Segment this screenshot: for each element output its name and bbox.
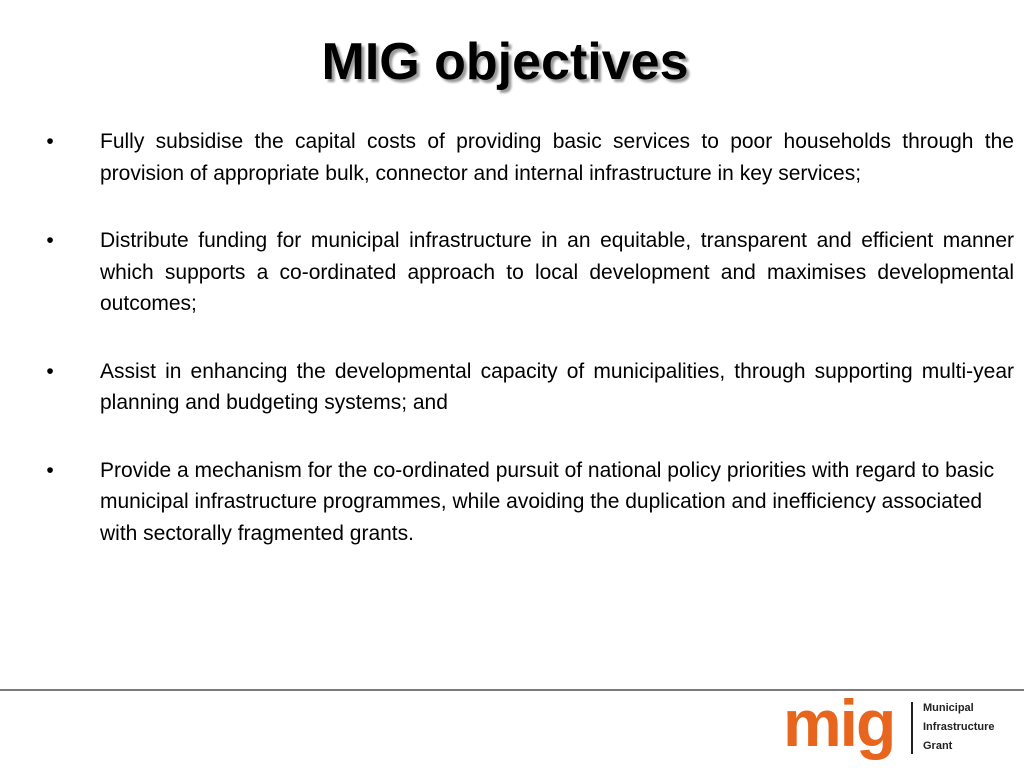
objectives-list — [40, 126, 1014, 585]
mig-logo — [783, 694, 1013, 764]
bullet-icon: • — [46, 229, 54, 252]
bullet-icon: • — [46, 458, 54, 482]
list-item — [40, 126, 1014, 189]
bullet-text: Distribute funding for municipal infrastructure in an equitable, transparent and efficient manner which supports a co-ordinated approach to local development and maximises developmental outcomes; — [100, 229, 1014, 315]
logo-line-municipal: Municipal — [923, 702, 974, 714]
footer-divider — [0, 689, 1024, 691]
logo-divider — [911, 702, 913, 754]
bullet-text: Assist in enhancing the developmental capacity of municipalities, through supporting multi-year planning and budgeting systems; and — [100, 359, 1014, 414]
list-item — [40, 225, 1014, 320]
logo-line-grant: Grant — [923, 740, 953, 752]
list-item — [40, 455, 1014, 550]
slide-title: MIG objectives — [321, 33, 689, 91]
list-item — [40, 356, 1014, 419]
logo-line-infrastructure: Infrastructure — [923, 721, 995, 733]
mig-wordmark-icon — [783, 694, 905, 764]
logo-text — [923, 699, 995, 756]
bullet-text: Provide a mechanism for the co-ordinated pursuit of national policy priorities with regard to basic municipal infrastructure programmes, while avoiding the duplication and inefficiency associated with sectorally fragmented grants. — [100, 458, 995, 545]
bullet-icon: • — [46, 359, 54, 383]
bullet-text: Fully subsidise the capital costs of providing basic services to poor households through the provision of appropriate bulk, connector and internal infrastructure in key services; — [100, 130, 1014, 185]
logo-wordmark: mig — [783, 694, 895, 760]
bullet-icon: • — [46, 130, 54, 153]
